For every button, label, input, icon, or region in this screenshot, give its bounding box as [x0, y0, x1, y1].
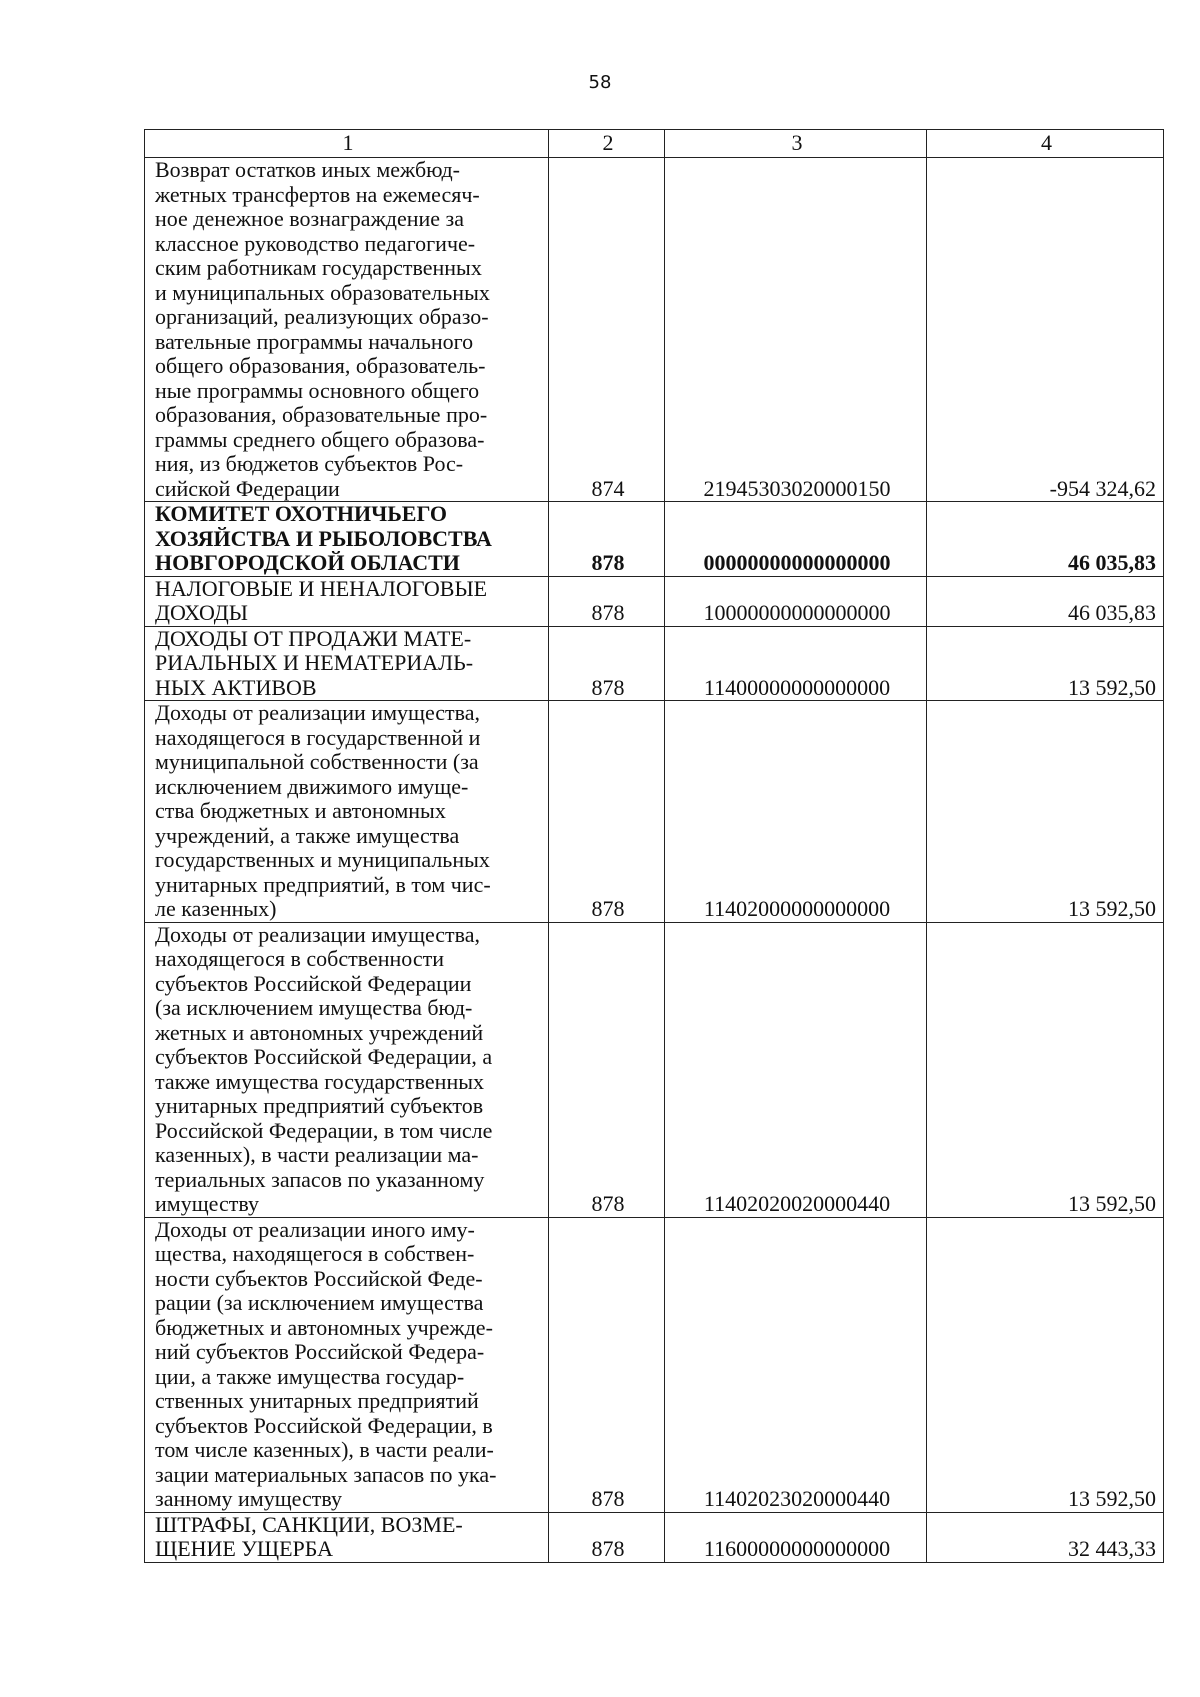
description-line: щества, находящегося в собствен-	[155, 1241, 475, 1266]
amount-value: 13 592,50	[927, 922, 1164, 1217]
row-description	[145, 626, 549, 701]
description-line: имуществу	[155, 1191, 259, 1216]
description-line: ния, из бюджетов субъектов Рос-	[155, 451, 464, 476]
admin-code: 878	[549, 1217, 665, 1512]
description-line: ским работникам государственных	[155, 255, 482, 280]
budget-classification-code: 11402000000000000	[665, 701, 927, 923]
row-description	[145, 922, 549, 1217]
description-line: занному имуществу	[155, 1486, 342, 1511]
description-line: учреждений, а также имущества	[155, 822, 460, 848]
description-line: жетных трансфертов на ежемесяч-	[155, 181, 480, 207]
description-line: исключением движимого имуще-	[155, 773, 469, 799]
description-line: НАЛОГОВЫЕ И НЕНАЛОГОВЫЕ	[155, 575, 488, 601]
amount-value: 13 592,50	[927, 1217, 1164, 1512]
description-line: ЩЕНИЕ УЩЕРБА	[155, 1536, 334, 1561]
description-line: Доходы от реализации имущества,	[155, 700, 480, 725]
page-number: 58	[588, 72, 612, 93]
amount-value: 46 035,83	[927, 576, 1164, 626]
admin-code: 878	[549, 626, 665, 701]
description-line: также имущества государственных	[155, 1068, 485, 1094]
admin-code: 878	[549, 576, 665, 626]
description-line: териальных запасов по указанному	[155, 1166, 485, 1192]
description-line: ное денежное вознаграждение за	[155, 206, 464, 231]
admin-code: 878	[549, 502, 665, 577]
description-line: унитарных предприятий, в том чис-	[155, 871, 491, 897]
description-line: том числе казенных), в части реали-	[155, 1437, 494, 1462]
description-line: общего образования, образователь-	[155, 353, 486, 378]
budget-classification-code: 21945303020000150	[665, 158, 927, 502]
description-line: ШТРАФЫ, САНКЦИИ, ВОЗМЕ-	[155, 1511, 463, 1537]
revenue-table	[144, 129, 1164, 1563]
description-line: КОМИТЕТ ОХОТНИЧЬЕГО	[155, 501, 448, 526]
amount-value: -954 324,62	[927, 158, 1164, 502]
budget-classification-code: 11400000000000000	[665, 626, 927, 701]
description-line: вательные программы начального	[155, 328, 474, 354]
budget-classification-code: 11402023020000440	[665, 1217, 927, 1512]
table-row	[145, 1512, 1164, 1562]
description-line: ции, а также имущества государ-	[155, 1363, 465, 1389]
description-line: образования, образовательные про-	[155, 402, 488, 427]
row-description	[145, 576, 549, 626]
column-header-4: 4	[927, 130, 1164, 158]
description-line: ХОЗЯЙСТВА И РЫБОЛОВСТВА	[155, 525, 492, 551]
description-line: ности субъектов Российской Феде-	[155, 1265, 483, 1291]
description-line: сийской Федерации	[155, 475, 340, 501]
table-row	[145, 1217, 1164, 1512]
description-line: организаций, реализующих образо-	[155, 304, 489, 329]
amount-value: 13 592,50	[927, 626, 1164, 701]
budget-classification-code: 11402020020000440	[665, 922, 927, 1217]
description-line: классное руководство педагогиче-	[155, 230, 476, 256]
description-line: НЫХ АКТИВОВ	[155, 674, 317, 700]
description-line: НОВГОРОДСКОЙ ОБЛАСТИ	[155, 550, 460, 575]
budget-classification-code: 11600000000000000	[665, 1512, 927, 1562]
table-header-row	[145, 130, 1164, 158]
description-line: ДОХОДЫ ОТ ПРОДАЖИ МАТЕ-	[155, 625, 472, 651]
description-line: РИАЛЬНЫХ И НЕМАТЕРИАЛЬ-	[155, 650, 474, 675]
description-line: Доходы от реализации имущества,	[155, 921, 480, 947]
description-line: граммы среднего общего образова-	[155, 426, 485, 452]
column-header-1: 1	[145, 130, 549, 158]
admin-code: 878	[549, 1512, 665, 1562]
admin-code: 874	[549, 158, 665, 502]
row-description	[145, 502, 549, 577]
description-line: зации материальных запасов по ука-	[155, 1461, 497, 1487]
amount-value: 13 592,50	[927, 701, 1164, 923]
description-line: субъектов Российской Федерации, в	[155, 1412, 493, 1438]
budget-classification-code: 00000000000000000	[665, 502, 927, 577]
description-line: Российской Федерации, в том числе	[155, 1117, 493, 1143]
description-line: унитарных предприятий субъектов	[155, 1093, 484, 1118]
description-line: ДОХОДЫ	[155, 600, 248, 625]
admin-code: 878	[549, 701, 665, 923]
budget-classification-code: 10000000000000000	[665, 576, 927, 626]
admin-code: 878	[549, 922, 665, 1217]
description-line: государственных и муниципальных	[155, 847, 490, 872]
column-header-3: 3	[665, 130, 927, 158]
amount-value: 32 443,33	[927, 1512, 1164, 1562]
description-line: ства бюджетных и автономных	[155, 798, 446, 823]
row-description	[145, 1512, 549, 1562]
table-row	[145, 626, 1164, 701]
description-line: находящегося в государственной и	[155, 724, 481, 750]
description-line: Возврат остатков иных межбюд-	[155, 157, 460, 182]
description-line: ственных унитарных предприятий	[155, 1388, 479, 1413]
description-line: муниципальной собственности (за	[155, 749, 479, 774]
description-line: находящегося в собственности	[155, 946, 444, 971]
description-line: ле казенных)	[155, 896, 277, 921]
table-body	[145, 158, 1164, 1563]
description-line: субъектов Российской Федерации, а	[155, 1044, 493, 1069]
table-row	[145, 922, 1164, 1217]
description-line: ные программы основного общего	[155, 377, 480, 403]
table-row	[145, 158, 1164, 502]
description-line: ний субъектов Российской Федера-	[155, 1339, 485, 1364]
row-description	[145, 701, 549, 923]
table-row	[145, 576, 1164, 626]
description-line: рации (за исключением имущества	[155, 1290, 484, 1315]
description-line: бюджетных и автономных учрежде-	[155, 1314, 493, 1340]
description-line: Доходы от реализации иного иму-	[155, 1216, 475, 1242]
table-row	[145, 502, 1164, 577]
table-row	[145, 701, 1164, 923]
description-line: казенных), в части реализации ма-	[155, 1142, 479, 1167]
description-line: (за исключением имущества бюд-	[155, 995, 473, 1020]
row-description	[145, 158, 549, 502]
column-header-2: 2	[549, 130, 665, 158]
description-line: субъектов Российской Федерации	[155, 970, 472, 996]
amount-value: 46 035,83	[927, 502, 1164, 577]
row-description	[145, 1217, 549, 1512]
description-line: жетных и автономных учреждений	[155, 1019, 484, 1045]
description-line: и муниципальных образовательных	[155, 279, 490, 305]
